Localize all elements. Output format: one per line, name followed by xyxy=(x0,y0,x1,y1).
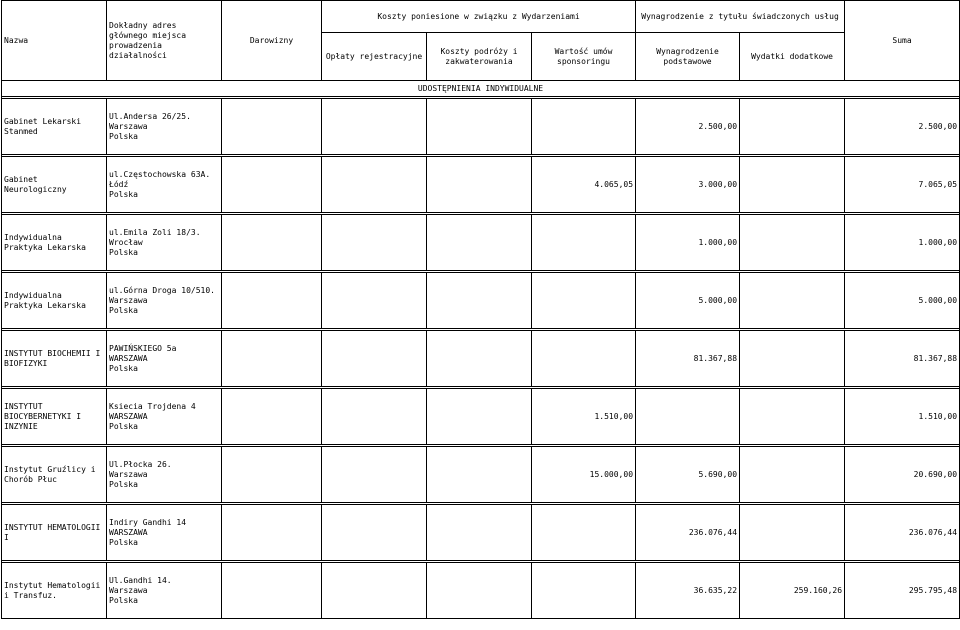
cell-sponsoring xyxy=(532,331,636,387)
cell-suma: 20.690,00 xyxy=(845,447,960,503)
cell-oplaty xyxy=(322,563,427,619)
cell-sponsoring xyxy=(532,273,636,329)
cell-nazwa: Instytut Hematologii i Transfuz. xyxy=(2,563,107,619)
cell-adres xyxy=(107,331,222,387)
cell-nazwa: Gabinet Neurologiczny xyxy=(2,157,107,213)
cell-suma: 1.510,00 xyxy=(845,389,960,445)
cell-podroz xyxy=(427,447,532,503)
header-oplaty: Opłaty rejestracyjne xyxy=(322,33,427,81)
header-suma: Suma xyxy=(845,1,960,81)
cell-adres xyxy=(107,273,222,329)
cell-suma: 7.065,05 xyxy=(845,157,960,213)
cell-podroz xyxy=(427,331,532,387)
address-line: Polska xyxy=(109,537,138,547)
cell-adres xyxy=(107,157,222,213)
cell-oplaty xyxy=(322,99,427,155)
cell-adres xyxy=(107,447,222,503)
address-line: PAWIŃSKIEGO 5a xyxy=(109,343,177,353)
address-line: WARSZAWA xyxy=(109,527,148,537)
table-row xyxy=(2,447,960,503)
header-sponsoring: Wartość umów sponsoringu xyxy=(532,33,636,81)
header-wyn-podstawowe: Wynagrodzenie podstawowe xyxy=(636,33,740,81)
cell-wydatki-dodatkowe xyxy=(740,447,845,503)
cell-suma: 5.000,00 xyxy=(845,273,960,329)
cell-wydatki-dodatkowe xyxy=(740,389,845,445)
address-line: Łódź xyxy=(109,179,129,189)
cell-oplaty xyxy=(322,273,427,329)
cell-podroz xyxy=(427,157,532,213)
cell-wynagrodzenie-podstawowe: 5.690,00 xyxy=(636,447,740,503)
address-line: Indiry Gandhi 14 xyxy=(109,517,187,527)
cell-wynagrodzenie-podstawowe: 5.000,00 xyxy=(636,273,740,329)
address-line: Polska xyxy=(109,305,138,315)
header-wynagrodzenie-group: Wynagrodzenie z tytułu świadczonych usług xyxy=(636,1,845,33)
cell-wydatki-dodatkowe: 259.160,26 xyxy=(740,563,845,619)
cell-wynagrodzenie-podstawowe: 36.635,22 xyxy=(636,563,740,619)
address-line: ul.Górna Droga 10/510. xyxy=(109,285,215,295)
cell-wynagrodzenie-podstawowe: 1.000,00 xyxy=(636,215,740,271)
cell-wydatki-dodatkowe xyxy=(740,99,845,155)
cell-darowizny xyxy=(222,99,322,155)
header-darowizny: Darowizny xyxy=(222,1,322,81)
cell-nazwa: INSTYTUT BIOCHEMII I BIOFIZYKI xyxy=(2,331,107,387)
cell-suma: 295.795,48 xyxy=(845,563,960,619)
cell-oplaty xyxy=(322,215,427,271)
address-line: Warszawa xyxy=(109,295,148,305)
cell-oplaty xyxy=(322,505,427,561)
address-line: Warszawa xyxy=(109,585,148,595)
cell-oplaty xyxy=(322,157,427,213)
address-line: Ul.Gandhi 14. xyxy=(109,575,172,585)
address-line: Polska xyxy=(109,189,138,199)
cell-podroz xyxy=(427,389,532,445)
header-koszty-group: Koszty poniesione w związku z Wydarzeniami xyxy=(322,1,636,33)
header-nazwa: Nazwa xyxy=(2,1,107,81)
table-body xyxy=(2,81,960,619)
cell-wydatki-dodatkowe xyxy=(740,157,845,213)
cell-podroz xyxy=(427,215,532,271)
table-row xyxy=(2,505,960,561)
cell-sponsoring: 4.065,05 xyxy=(532,157,636,213)
address-line: ul.Częstochowska 63A. xyxy=(109,169,211,179)
cell-podroz xyxy=(427,99,532,155)
cell-wynagrodzenie-podstawowe xyxy=(636,389,740,445)
address-line: Polska xyxy=(109,479,138,489)
address-line: Polska xyxy=(109,421,138,431)
cell-darowizny xyxy=(222,389,322,445)
cell-sponsoring xyxy=(532,99,636,155)
cell-suma: 2.500,00 xyxy=(845,99,960,155)
cell-adres xyxy=(107,563,222,619)
cell-oplaty xyxy=(322,389,427,445)
address-line: Polska xyxy=(109,363,138,373)
address-line: Ksiecia Trojdena 4 xyxy=(109,401,196,411)
cell-sponsoring xyxy=(532,215,636,271)
table-row xyxy=(2,157,960,213)
cell-adres xyxy=(107,99,222,155)
cell-darowizny xyxy=(222,215,322,271)
header-wydatki: Wydatki dodatkowe xyxy=(740,33,845,81)
address-line: Warszawa xyxy=(109,121,148,131)
cell-podroz xyxy=(427,563,532,619)
section-title: UDOSTĘPNIENIA INDYWIDUALNE xyxy=(2,81,960,97)
cell-wynagrodzenie-podstawowe: 236.076,44 xyxy=(636,505,740,561)
cell-suma: 81.367,88 xyxy=(845,331,960,387)
cell-darowizny xyxy=(222,273,322,329)
address-line: WARSZAWA xyxy=(109,411,148,421)
transfer-of-value-table xyxy=(1,0,960,619)
cell-sponsoring: 15.000,00 xyxy=(532,447,636,503)
address-line: Ul.Andersa 26/25. xyxy=(109,111,191,121)
cell-suma: 236.076,44 xyxy=(845,505,960,561)
table-row xyxy=(2,273,960,329)
cell-oplaty xyxy=(322,447,427,503)
address-line: Warszawa xyxy=(109,469,148,479)
cell-adres xyxy=(107,505,222,561)
cell-nazwa: Indywidualna Praktyka Lekarska xyxy=(2,215,107,271)
cell-nazwa: Gabinet Lekarski Stanmed xyxy=(2,99,107,155)
cell-podroz xyxy=(427,273,532,329)
address-line: Wrocław xyxy=(109,237,143,247)
table-row xyxy=(2,331,960,387)
address-line: Ul.Płocka 26. xyxy=(109,459,172,469)
cell-podroz xyxy=(427,505,532,561)
table-row xyxy=(2,215,960,271)
address-line: ul.Emila Zoli 18/3. xyxy=(109,227,201,237)
header-row-1 xyxy=(2,1,960,33)
cell-adres xyxy=(107,389,222,445)
cell-wynagrodzenie-podstawowe: 3.000,00 xyxy=(636,157,740,213)
cell-wynagrodzenie-podstawowe: 81.367,88 xyxy=(636,331,740,387)
cell-darowizny xyxy=(222,447,322,503)
cell-suma: 1.000,00 xyxy=(845,215,960,271)
cell-darowizny xyxy=(222,505,322,561)
cell-wydatki-dodatkowe xyxy=(740,505,845,561)
address-line: Polska xyxy=(109,595,138,605)
cell-darowizny xyxy=(222,157,322,213)
cell-sponsoring: 1.510,00 xyxy=(532,389,636,445)
address-line: Polska xyxy=(109,247,138,257)
cell-oplaty xyxy=(322,331,427,387)
cell-nazwa: Indywidualna Praktyka Lekarska xyxy=(2,273,107,329)
cell-darowizny xyxy=(222,563,322,619)
cell-sponsoring xyxy=(532,505,636,561)
cell-wydatki-dodatkowe xyxy=(740,273,845,329)
table-row xyxy=(2,99,960,155)
cell-wynagrodzenie-podstawowe: 2.500,00 xyxy=(636,99,740,155)
header-podroz: Koszty podróży i zakwaterowania xyxy=(427,33,532,81)
header-adres: Dokładny adres głównego miejsca prowadzenia działalności xyxy=(107,1,222,81)
address-line: Polska xyxy=(109,131,138,141)
cell-sponsoring xyxy=(532,563,636,619)
table-row xyxy=(2,563,960,619)
cell-nazwa: Instytut Gruźlicy i Chorób Płuc xyxy=(2,447,107,503)
cell-nazwa: INSTYTUT BIOCYBERNETYKI I INZYNIE xyxy=(2,389,107,445)
table-row xyxy=(2,389,960,445)
cell-nazwa: INSTYTUT HEMATOLOGII I xyxy=(2,505,107,561)
address-line: WARSZAWA xyxy=(109,353,148,363)
cell-wydatki-dodatkowe xyxy=(740,215,845,271)
cell-wydatki-dodatkowe xyxy=(740,331,845,387)
cell-adres xyxy=(107,215,222,271)
section-row xyxy=(2,81,960,97)
cell-darowizny xyxy=(222,331,322,387)
